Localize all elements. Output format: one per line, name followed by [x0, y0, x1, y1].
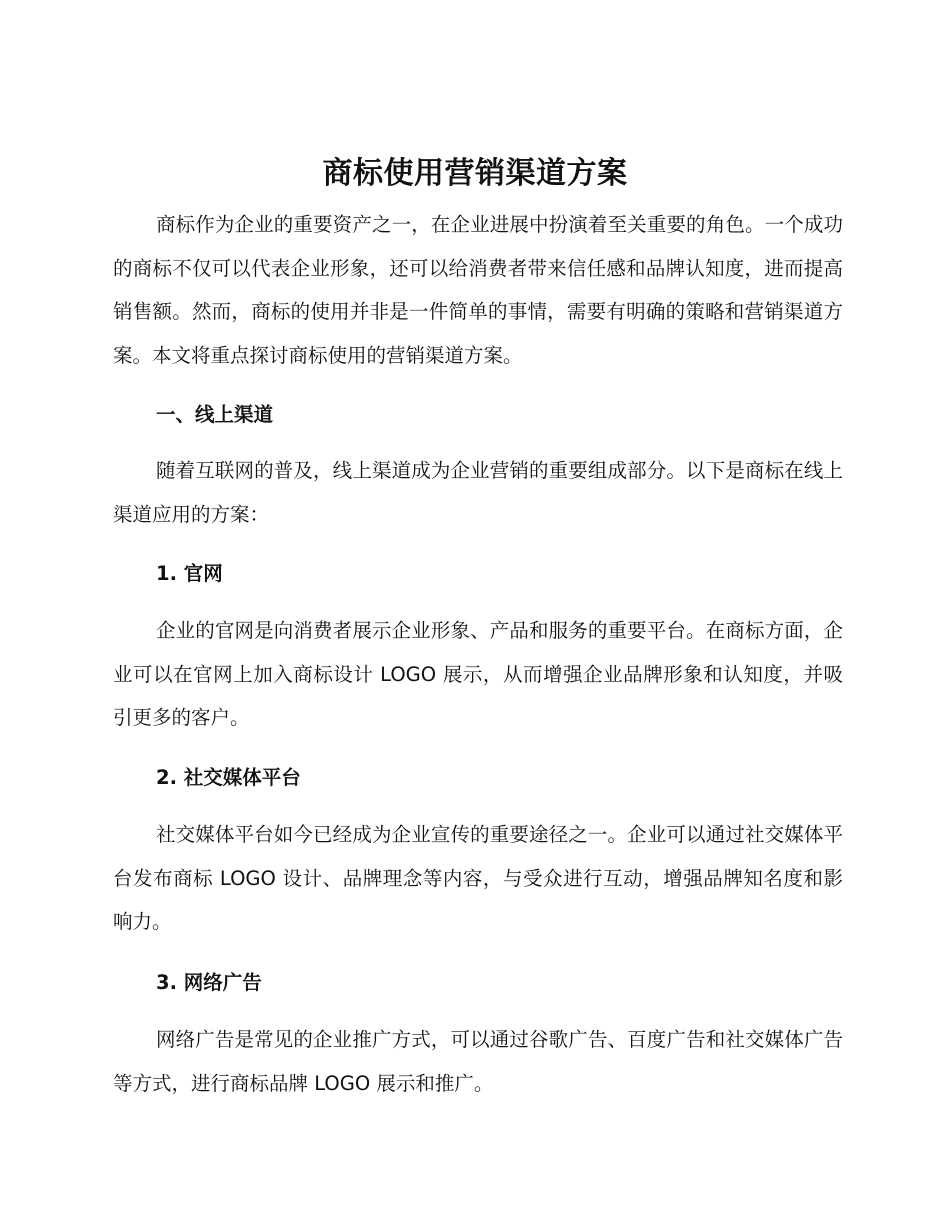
intro-paragraph: 商标作为企业的重要资产之一，在企业进展中扮演着至关重要的角色。一个成功的商标不仅可以代表企业形象，还可以给消费者带来信任感和品牌认知度，进而提高销售额。然而，商标的使用并非是一件简单的事情，需要有明确的策略和营销渠道方案。本文将重点探讨商标使用的营销渠道方案。 [113, 213, 843, 367]
section-intro-paragraph: 随着互联网的普及，线上渠道成为企业营销的重要组成部分。以下是商标在线上渠道应用的方案： [113, 459, 843, 526]
subheading-online-ads: 3. 网络广告 [156, 971, 262, 994]
subheading-official-website: 1. 官网 [156, 562, 223, 585]
paragraph-social-media: 社交媒体平台如今已经成为企业宣传的重要途径之一。企业可以通过社交媒体平台发布商标 LOGO 设计、品牌理念等内容，与受众进行互动，增强品牌知名度和影响力。 [113, 823, 843, 933]
paragraph-official-website: 企业的官网是向消费者展示企业形象、产品和服务的重要平台。在商标方面，企业可以在官网上加入商标设计 LOGO 展示，从而增强企业品牌形象和认知度，并吸引更多的客户。 [113, 619, 843, 729]
paragraph-online-ads: 网络广告是常见的企业推广方式，可以通过谷歌广告、百度广告和社交媒体广告等方式，进行商标品牌 LOGO 展示和推广。 [113, 1028, 843, 1095]
document-title: 商标使用营销渠道方案 [322, 156, 628, 191]
section-heading-online-channels: 一、线上渠道 [156, 403, 274, 426]
subheading-social-media: 2. 社交媒体平台 [156, 766, 301, 789]
